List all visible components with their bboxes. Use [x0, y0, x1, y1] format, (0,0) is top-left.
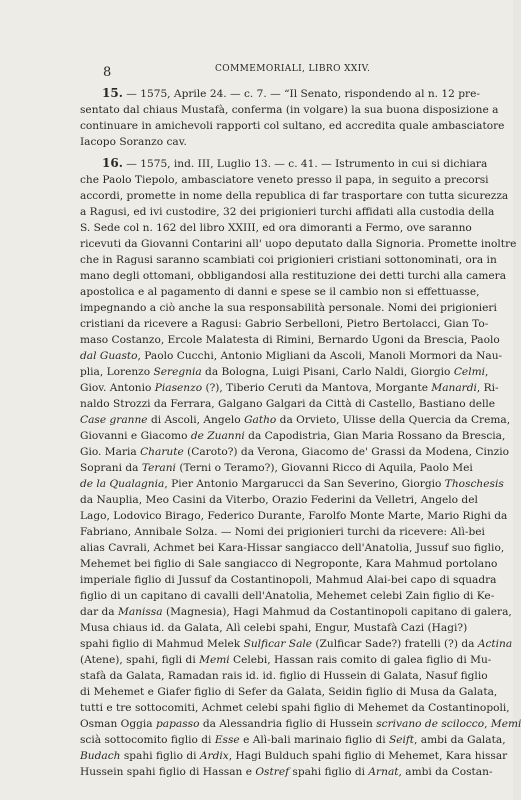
text-line: cristiani da ricevere a Ragusi: Gabrio Serbelloni, Pietro Bertolacci, Gian To-	[80, 318, 489, 330]
italic-term: Manissa	[118, 606, 163, 618]
text-line: dal Guasto, Paolo Cucchi, Antonio Migliani da Ascoli, Manoli Mormori da Nau-	[80, 350, 503, 362]
italic-term: Sulficar Sale	[243, 638, 313, 650]
italic-term: Memi	[490, 718, 521, 730]
italic-term: Arnat	[368, 766, 399, 778]
text-line: 16. — 1575, ind. III, Luglio 13. — c. 41. — Istrumento in cui si dichiara	[102, 156, 488, 170]
text-line: de la Qualagnia, Pier Antonio Margarucci da San Severino, Giorgio Thoschesis	[80, 478, 504, 490]
italic-term: Gatho	[244, 414, 277, 426]
text-line: S. Sede col n. 162 del libro XXIII, ed ora dimoranti a Fermo, ove saranno	[80, 222, 472, 234]
text-line: Fabriano, Annibale Solza. — Nomi dei prigionieri turchi da ricevere: Alì-bei	[80, 526, 485, 538]
text-line: Soprani da Terani (Terni o Teramo?), Giovanni Ricco di Aquila, Paolo Mei	[80, 462, 473, 474]
text-line: maso Costanzo, Ercole Malatesta di Rimini, Bernardo Ugoni da Brescia, Paolo	[80, 334, 500, 346]
italic-term: Thoschesis	[444, 478, 504, 490]
text-line: accordi, promette in nome della republica di far trasportare con tutta sicurezza	[80, 190, 509, 202]
running-head: COMMEMORIALI, LIBRO XXIV.	[215, 64, 371, 74]
text-line: che in Ragusi saranno scambiati coi prigionieri cristiani sottonominati, ora in	[80, 254, 497, 266]
text-line: Case granne di Ascoli, Angelo Gatho da Orvieto, Ulisse della Quercia da Crema,	[80, 414, 511, 426]
italic-term: dal Guasto	[80, 350, 138, 362]
page-number: 8	[103, 65, 112, 80]
italic-term: de la Qualagnia	[80, 478, 165, 490]
text-line: continuare in amichevoli rapporti col sultano, ed accredita quale ambasciatore	[80, 120, 505, 132]
italic-term: Piasenzo	[154, 382, 203, 394]
text-line: plia, Lorenzo Seregnia da Bologna, Luigi Pisani, Carlo Naldi, Giorgio Celmi,	[80, 366, 489, 378]
entry-number: 15.	[102, 86, 123, 100]
italic-term: Actina	[477, 638, 513, 650]
text-line: Musa chiaus id. da Galata, Alì celebi spahi, Engur, Mustafà Cazi (Hagi?)	[80, 622, 468, 634]
text-line: Gio. Maria Charute (Caroto?) da Verona, Giacomo de' Grassi da Modena, Cinzio	[80, 446, 510, 458]
text-line: scià sottocomito figlio di Esse e Alì-bali marinaio figlio di Seift, ambi da Galata,	[80, 734, 506, 746]
italic-term: Esse	[214, 734, 240, 746]
italic-term: Celmi	[453, 366, 486, 378]
text-line: sentato dal chiaus Mustafà, conferma (in volgare) la sua buona disposizione a	[80, 104, 499, 116]
entry-number: 16.	[102, 156, 123, 170]
text-line: di Mehemet e Giafer figlio di Sefer da Galata, Seidin figlio di Musa da Galata,	[80, 686, 498, 698]
text-line: Iacopo Soranzo cav.	[80, 136, 187, 148]
italic-term: Terani	[141, 462, 176, 474]
text-line: apostolica e al pagamento di danni e spese se il cambio non si effettuasse,	[80, 286, 480, 298]
text-line: spahi figlio di Mahmud Melek Sulficar Sale (Zulficar Sade?) fratelli (?) da Actina	[80, 638, 513, 650]
text-line: Giovanni e Giacomo de Zuanni da Capodistria, Gian Maria Rossano da Brescia,	[80, 430, 506, 442]
text-line: da Nauplia, Meo Casini da Viterbo, Orazio Federini da Velletri, Angelo del	[80, 494, 478, 506]
text-line: che Paolo Tiepolo, ambasciatore veneto presso il papa, in seguito a precorsi	[80, 174, 489, 186]
text-line: ricevuti da Giovanni Contarini all' uopo deputato dalla Signoria. Promette inoltre	[80, 238, 517, 250]
text-line: figlio di un capitano di cavalli dell'Anatolia, Mehemet celebi Zain figlio di Ke-	[80, 590, 495, 602]
text-line: alias Cavrali, Achmet bei Kara-Hissar sangiacco dell'Anatolia, Jussuf suo figlio,	[80, 542, 505, 554]
italic-term: Ostref	[255, 766, 290, 778]
italic-term: Memi	[199, 654, 230, 666]
italic-term: Case granne	[80, 414, 148, 426]
italic-term: Manardi	[431, 382, 477, 394]
text-line: Lago, Lodovico Birago, Federico Durante, Farolfo Monte Marte, Mario Righi da	[80, 510, 508, 522]
italic-term: Seregnia	[153, 366, 202, 378]
text-line: Osman Oggia papasso da Alessandria figlio di Hussein scrivano de scilocco, Memi	[80, 718, 521, 730]
text-line: Giov. Antonio Piasenzo (?), Tiberio Ceruti da Mantova, Morgante Manardi, Ri-	[80, 382, 499, 394]
text-line: tutti e tre sottocomiti, Achmet celebi spahi figlio di Mehemet da Costantinopoli,	[80, 702, 510, 714]
entry-16	[80, 155, 521, 780]
text-line: dar da Manissa (Magnesia), Hagi Mahmud da Costantinopoli capitano di galera,	[80, 606, 512, 618]
text-line: mano degli ottomani, obbligandosi alla restituzione dei detti turchi alla camera	[80, 270, 507, 282]
italic-term: Ardix	[199, 750, 229, 762]
entry-15	[80, 85, 505, 150]
text-line: (Atene), spahi, figli di Memi Celebi, Hassan rais comito di galea figlio di Mu-	[80, 654, 492, 666]
text-line: naldo Strozzi da Ferrara, Galgano Galgari da Città di Castello, Bastiano delle	[80, 398, 496, 410]
italic-term: papasso	[156, 718, 200, 730]
text-line: a Ragusi, ed ivi custodire, 32 dei prigionieri turchi affidati alla custodia della	[80, 206, 495, 218]
text-line: stafà da Galata, Ramadan rais id. id. figlio di Hussein di Galata, Nasuf figlio	[80, 670, 488, 682]
text-line: Budach spahi figlio di Ardix, Hagi Bulduch spahi figlio di Mehemet, Kara hissar	[80, 750, 508, 762]
italic-term: de Zuanni	[190, 430, 245, 442]
italic-term: Budach	[80, 750, 121, 762]
text-line: impegnando a ciò anche la sua responsabilità personale. Nomi dei prigionieri	[80, 302, 497, 314]
italic-term: Charute	[140, 446, 184, 458]
italic-term: Seift	[388, 734, 415, 746]
italic-term: scrivano de scilocco	[376, 718, 485, 730]
text-line: Hussein spahi figlio di Hassan e Ostref spahi figlio di Arnat, ambi da Costan-	[80, 766, 493, 778]
text-line: imperiale figlio di Jussuf da Costantinopoli, Mahmud Alai-bei capo di squadra	[80, 574, 497, 586]
text-line: 15. — 1575, Aprile 24. — c. 7. — “Il Senato, rispondendo al n. 12 pre-	[102, 86, 480, 100]
text-line: Mehemet bei figlio di Sale sangiacco di Negroponte, Kara Mahmud portolano	[80, 558, 498, 570]
page-header	[0, 62, 513, 78]
